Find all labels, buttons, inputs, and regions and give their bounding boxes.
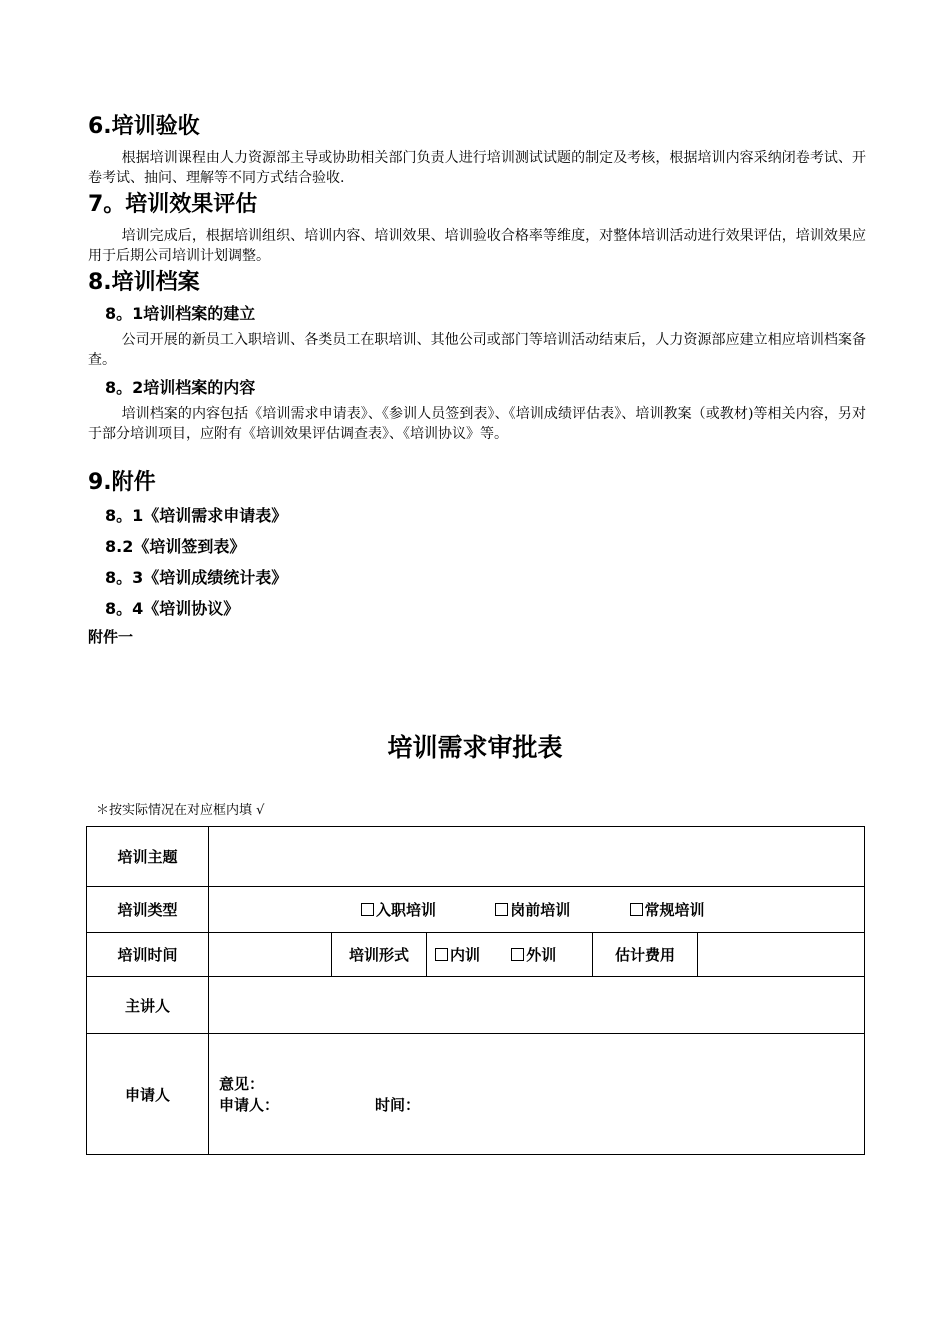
attachment-item: 8。1《培训需求申请表》	[105, 506, 288, 525]
form-row-lecturer	[87, 977, 865, 1034]
checkbox-icon[interactable]	[495, 903, 508, 916]
type-option[interactable]: 入职培训	[361, 901, 436, 919]
lecturer-label: 主讲人	[87, 977, 209, 1034]
lecturer-field[interactable]	[209, 977, 865, 1034]
section-9-heading: 9.附件	[88, 470, 156, 495]
format-options	[427, 933, 593, 977]
topic-label: 培训主题	[87, 827, 209, 887]
section-6-paragraph: 根据培训课程由人力资源部主导或协助相关部门负责人进行培训测试试题的制定及考核，根据培训内容采纳闭卷考试、开卷考试、抽问、理解等不同方式结合验收.	[88, 150, 866, 186]
section-8-2-paragraph: 培训档案的内容包括《培训需求申请表》、《参训人员签到表》、《培训成绩评估表》、培训教案（或教材)等相关内容，另对于部分培训项目，应附有《培训效果评估调查表》、《培训协议》等。	[88, 406, 866, 442]
form-note: ＊按实际情况在对应框内填 √	[96, 803, 265, 818]
attachment-label: 附件一	[88, 628, 134, 646]
section-8-heading: 8.培训档案	[88, 270, 200, 295]
section-7-paragraph: 培训完成后，根据培训组织、培训内容、培训效果、培训验收合格率等维度，对整体培训活动进行效果评估，培训效果应用于后期公司培训计划调整。	[88, 228, 866, 264]
applicant-field[interactable]	[209, 1034, 865, 1155]
date-label: 时间：	[375, 1096, 421, 1114]
training-request-form	[86, 826, 865, 1155]
section-8-2-heading: 8。2培训档案的内容	[105, 378, 256, 397]
format-label: 培训形式	[332, 933, 427, 977]
opinion-label: 意见：	[219, 1075, 265, 1093]
attachment-item: 8。4《培训协议》	[105, 599, 240, 618]
format-option[interactable]: 内训	[435, 946, 480, 964]
format-option[interactable]: 外训	[511, 946, 556, 964]
section-6-heading: 6.培训验收	[88, 114, 200, 139]
checkbox-icon[interactable]	[435, 948, 448, 961]
type-label: 培训类型	[87, 887, 209, 933]
applicant-sign-label: 申请人：	[219, 1096, 280, 1114]
form-row-topic	[87, 827, 865, 887]
section-7-heading: 7。培训效果评估	[88, 192, 258, 217]
checkbox-icon[interactable]	[630, 903, 643, 916]
document-body	[88, 112, 866, 648]
cost-label: 估计费用	[593, 933, 698, 977]
form-row-applicant	[87, 1034, 865, 1155]
attachment-item: 8.2《培训签到表》	[105, 537, 246, 556]
attachment-item: 8。3《培训成绩统计表》	[105, 568, 288, 587]
section-8-1-paragraph: 公司开展的新员工入职培训、各类员工在职培训、其他公司或部门等培训活动结束后，人力资源部应建立相应培训档案备查。	[88, 332, 866, 368]
form-row-time	[87, 933, 865, 977]
form-title: 培训需求审批表	[387, 733, 563, 762]
time-label: 培训时间	[87, 933, 209, 977]
cost-field[interactable]	[698, 933, 865, 977]
type-options	[209, 887, 865, 933]
form-row-type	[87, 887, 865, 933]
checkbox-icon[interactable]	[511, 948, 524, 961]
topic-field[interactable]	[209, 827, 865, 887]
checkbox-icon[interactable]	[361, 903, 374, 916]
applicant-label: 申请人	[87, 1034, 209, 1155]
section-8-1-heading: 8。1培训档案的建立	[105, 304, 256, 323]
time-field[interactable]	[209, 933, 332, 977]
type-option[interactable]: 常规培训	[630, 901, 705, 919]
type-option[interactable]: 岗前培训	[495, 901, 570, 919]
attachment-list	[88, 500, 866, 624]
